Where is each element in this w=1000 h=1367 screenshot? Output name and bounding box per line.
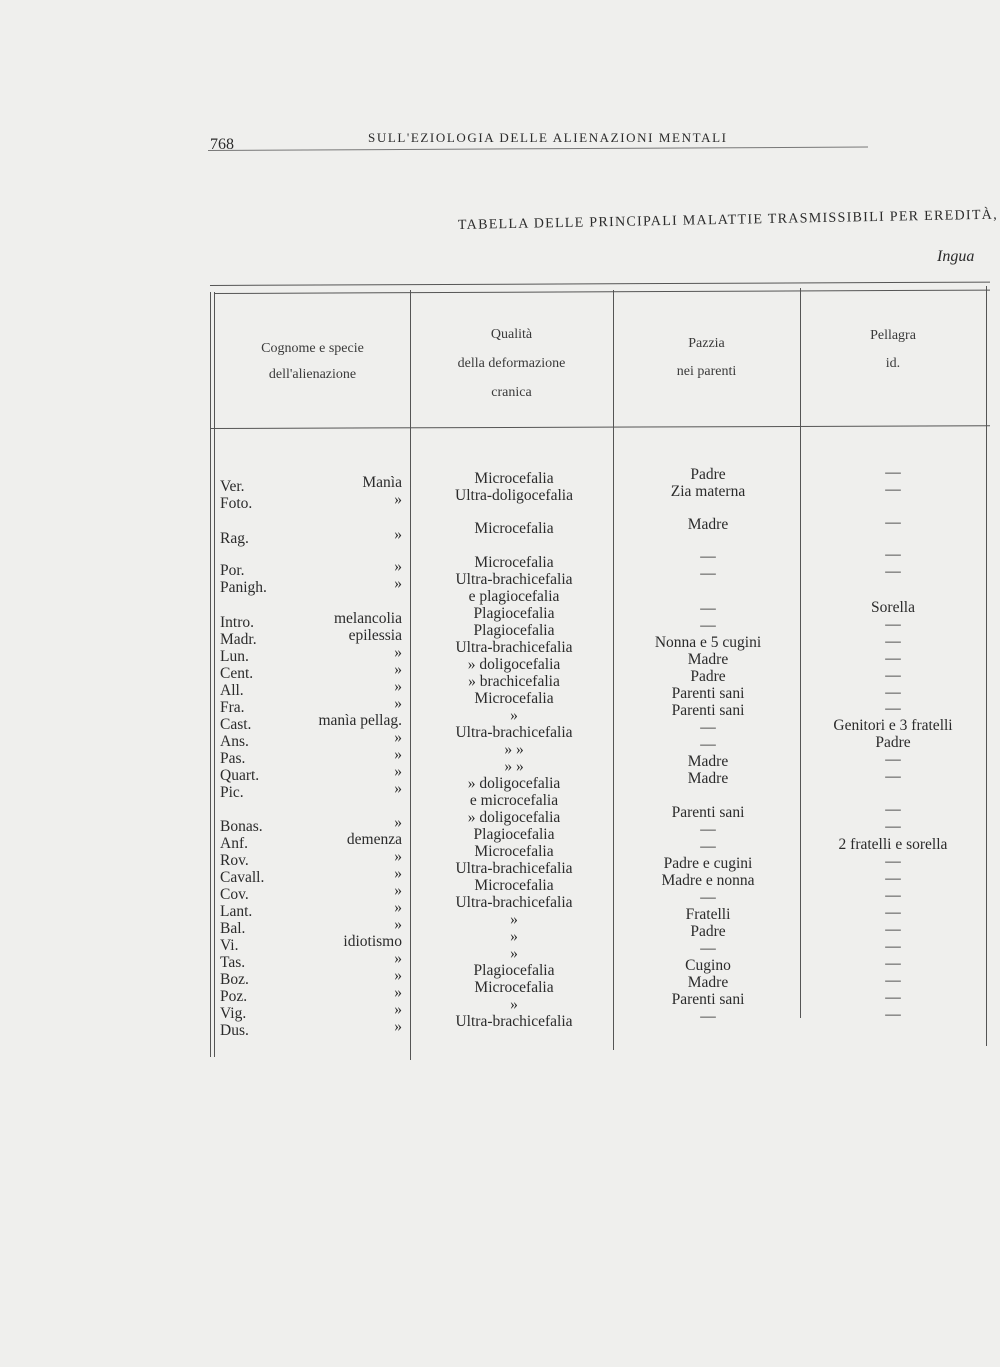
- row-12-type: »: [394, 678, 402, 695]
- row-13-name: Fra.: [220, 699, 245, 716]
- row-13-deformation: »: [510, 707, 518, 724]
- row-12-pellagra: —: [885, 684, 901, 701]
- row-11-name: Cent.: [220, 665, 254, 682]
- column-header-pellagra: Pellagra id.: [870, 328, 916, 371]
- row-30-insanity: Madre: [687, 974, 729, 991]
- row-11-deformation: » brachicefalia: [468, 673, 560, 690]
- row-28-type: idiotismo: [343, 933, 402, 950]
- row-29-pellagra: —: [885, 955, 901, 972]
- row-11-insanity: Padre: [690, 668, 726, 685]
- row-22-insanity: —: [700, 838, 716, 855]
- row-4-insanity: —: [700, 548, 716, 565]
- row-5-insanity: —: [700, 565, 716, 582]
- row-5-deformation: Ultra-brachicefalia: [455, 571, 573, 588]
- row-19-name: Pic.: [220, 784, 244, 801]
- row-3-type: »: [394, 526, 402, 543]
- row-33-type: »: [394, 1018, 402, 1035]
- row-28-insanity: —: [700, 940, 716, 957]
- row-24-pellagra: —: [885, 870, 901, 887]
- row-25-name: Cov.: [220, 886, 249, 903]
- row-21-name: Bonas.: [220, 818, 263, 835]
- row-2-type: »: [394, 491, 402, 508]
- row-2-deformation: Ultra-doligocefalia: [455, 487, 573, 504]
- row-11-type: »: [394, 661, 402, 678]
- row-10-insanity: Madre: [687, 651, 729, 668]
- row-9-deformation: Ultra-brachicefalia: [455, 639, 573, 656]
- row-23-pellagra: —: [885, 853, 901, 870]
- row-23-insanity: Padre e cugini: [663, 855, 753, 872]
- row-12-insanity: Parenti sani: [671, 685, 745, 702]
- row-22-type: demenza: [346, 831, 402, 848]
- row-7-pellagra: Sorella: [871, 599, 915, 616]
- row-10-pellagra: —: [885, 650, 901, 667]
- row-25-insanity: —: [700, 889, 716, 906]
- row-26-name: Lant.: [220, 903, 253, 920]
- row-27-type: »: [394, 916, 402, 933]
- row-13-type: »: [394, 695, 402, 712]
- row-15-deformation: Ultra-brachicefalia: [455, 724, 573, 741]
- column-rule-2: [613, 290, 614, 1050]
- row-10-name: Lun.: [220, 648, 249, 665]
- row-8-insanity: —: [700, 617, 716, 634]
- running-head: SULL'EZIOLOGIA DELLE ALIENAZIONI MENTALI: [368, 130, 728, 145]
- row-25-type: »: [394, 882, 402, 899]
- row-7-insanity: —: [700, 600, 716, 617]
- row-21-deformation: Plagiocefalia: [473, 826, 555, 843]
- row-17-type: »: [394, 746, 402, 763]
- row-30-type: »: [394, 967, 402, 984]
- row-27-name: Bal.: [220, 920, 246, 937]
- row-2-name: Foto.: [220, 495, 253, 512]
- row-19-deformation: e microcefalia: [469, 792, 559, 809]
- row-18-type: »: [394, 763, 402, 780]
- row-20-pellagra: —: [885, 801, 901, 818]
- row-8-type: melancolia: [334, 610, 402, 627]
- column-rule-4: [986, 286, 987, 1046]
- table-region: Ingua: [937, 248, 975, 265]
- row-24-name: Cavall.: [220, 869, 265, 886]
- row-32-pellagra: —: [885, 1006, 901, 1023]
- row-31-name: Poz.: [220, 988, 248, 1005]
- table-top-rule: [210, 282, 990, 286]
- row-12-deformation: Microcefalia: [474, 690, 554, 707]
- row-22-deformation: Microcefalia: [474, 843, 554, 860]
- row-30-deformation: Microcefalia: [474, 979, 554, 996]
- row-24-insanity: Madre e nonna: [661, 872, 755, 889]
- row-26-pellagra: —: [885, 904, 901, 921]
- row-3-name: Rag.: [220, 530, 249, 547]
- column-header-deformation: Qualità della deformazione cranica: [457, 327, 566, 400]
- row-28-deformation: »: [510, 945, 518, 962]
- row-2-insanity: Zia materna: [670, 483, 746, 500]
- row-22-pellagra: 2 fratelli e sorella: [838, 836, 948, 853]
- row-17-pellagra: —: [885, 768, 901, 785]
- row-15-insanity: —: [700, 719, 716, 736]
- row-14-type: manìa pellag.: [318, 712, 402, 729]
- row-31-deformation: »: [510, 996, 518, 1013]
- row-29-name: Tas.: [220, 954, 246, 971]
- row-26-insanity: Fratelli: [685, 906, 731, 923]
- row-29-insanity: Cugino: [685, 957, 731, 974]
- row-21-type: »: [394, 814, 402, 831]
- row-32-type: »: [394, 1001, 402, 1018]
- row-26-deformation: »: [510, 911, 518, 928]
- row-33-name: Dus.: [220, 1022, 249, 1039]
- row-16-pellagra: —: [885, 751, 901, 768]
- row-25-deformation: Ultra-brachicefalia: [455, 894, 573, 911]
- row-18-deformation: » doligocefalia: [467, 775, 561, 792]
- row-2-pellagra: —: [885, 481, 901, 498]
- row-5-type: »: [394, 575, 402, 592]
- row-9-type: epilessia: [348, 627, 402, 644]
- row-11-pellagra: —: [885, 667, 901, 684]
- row-16-name: Ans.: [220, 733, 249, 750]
- row-20-deformation: » doligocefalia: [467, 809, 561, 826]
- table-left-rule: [210, 292, 211, 1057]
- row-10-deformation: » doligocefalia: [467, 656, 561, 673]
- row-13-insanity: Parenti sani: [671, 702, 745, 719]
- row-17-name: Pas.: [220, 750, 246, 767]
- header-rule: [208, 147, 868, 151]
- row-31-pellagra: —: [885, 989, 901, 1006]
- row-1-name: Ver.: [220, 478, 245, 495]
- row-1-insanity: Padre: [690, 466, 726, 483]
- table-title: TABELLA DELLE PRINCIPALI MALATTIE TRASMISSIBILI PER EREDITÀ,: [457, 207, 999, 233]
- row-7-deformation: Plagiocefalia: [473, 605, 555, 622]
- row-28-pellagra: —: [885, 938, 901, 955]
- row-18-insanity: Madre: [687, 770, 729, 787]
- table-left-rule-inner: [214, 292, 215, 1057]
- row-3-deformation: Microcefalia: [474, 520, 554, 537]
- row-18-name: Quart.: [220, 767, 260, 784]
- column-header-insanity: Pazzia nei parenti: [676, 336, 737, 379]
- row-15-pellagra: Padre: [875, 734, 911, 751]
- row-23-deformation: Ultra-brachicefalia: [455, 860, 573, 877]
- row-3-pellagra: —: [885, 514, 901, 531]
- row-27-pellagra: —: [885, 921, 901, 938]
- row-17-insanity: Madre: [687, 753, 729, 770]
- row-9-pellagra: —: [885, 633, 901, 650]
- row-4-pellagra: —: [885, 546, 901, 563]
- column-rule-3: [800, 288, 801, 1018]
- row-4-name: Por.: [220, 562, 245, 579]
- row-8-pellagra: —: [885, 616, 901, 633]
- row-29-type: »: [394, 950, 402, 967]
- row-32-name: Vig.: [220, 1005, 247, 1022]
- row-4-deformation: Microcefalia: [474, 554, 554, 571]
- row-23-type: »: [394, 848, 402, 865]
- row-23-name: Rov.: [220, 852, 249, 869]
- row-29-deformation: Plagiocefalia: [473, 962, 555, 979]
- row-28-name: Vi.: [220, 937, 239, 954]
- row-14-name: Cast.: [220, 716, 252, 733]
- row-19-type: »: [394, 780, 402, 797]
- row-4-type: »: [394, 558, 402, 575]
- row-21-pellagra: —: [885, 818, 901, 835]
- row-30-pellagra: —: [885, 972, 901, 989]
- row-1-pellagra: —: [885, 464, 901, 481]
- row-17-deformation: » »: [504, 758, 524, 775]
- row-32-insanity: —: [700, 1008, 716, 1025]
- row-25-pellagra: —: [885, 887, 901, 904]
- row-31-insanity: Parenti sani: [671, 991, 745, 1008]
- row-24-deformation: Microcefalia: [474, 877, 554, 894]
- row-27-insanity: Padre: [690, 923, 726, 940]
- row-1-deformation: Microcefalia: [474, 470, 554, 487]
- row-16-insanity: —: [700, 736, 716, 753]
- row-32-deformation: Ultra-brachicefalia: [455, 1013, 573, 1030]
- row-16-type: »: [394, 729, 402, 746]
- row-9-name: Madr.: [220, 631, 257, 648]
- table-top-rule-inner: [214, 290, 990, 294]
- row-12-name: All.: [220, 682, 244, 699]
- column-header-name: Cognome e specie dell'alienazione: [261, 341, 364, 382]
- row-14-pellagra: Genitori e 3 fratelli: [833, 717, 953, 734]
- row-21-insanity: —: [700, 821, 716, 838]
- row-24-type: »: [394, 865, 402, 882]
- row-8-deformation: Plagiocefalia: [473, 622, 555, 639]
- row-22-name: Anf.: [220, 835, 248, 852]
- row-3-insanity: Madre: [687, 516, 729, 533]
- page-number: 768: [210, 136, 234, 153]
- row-26-type: »: [394, 899, 402, 916]
- row-5-pellagra: —: [885, 563, 901, 580]
- row-1-type: Manìa: [362, 474, 402, 491]
- row-20-insanity: Parenti sani: [671, 804, 745, 821]
- row-16-deformation: » »: [504, 741, 524, 758]
- row-8-name: Intro.: [220, 614, 255, 631]
- row-27-deformation: »: [510, 928, 518, 945]
- row-6-deformation: e plagiocefalia: [468, 588, 560, 605]
- row-31-type: »: [394, 984, 402, 1001]
- row-30-name: Boz.: [220, 971, 249, 988]
- header-bottom-rule: [210, 425, 990, 429]
- row-10-type: »: [394, 644, 402, 661]
- row-13-pellagra: —: [885, 700, 901, 717]
- row-5-name: Panigh.: [220, 579, 267, 596]
- row-9-insanity: Nonna e 5 cugini: [654, 634, 762, 651]
